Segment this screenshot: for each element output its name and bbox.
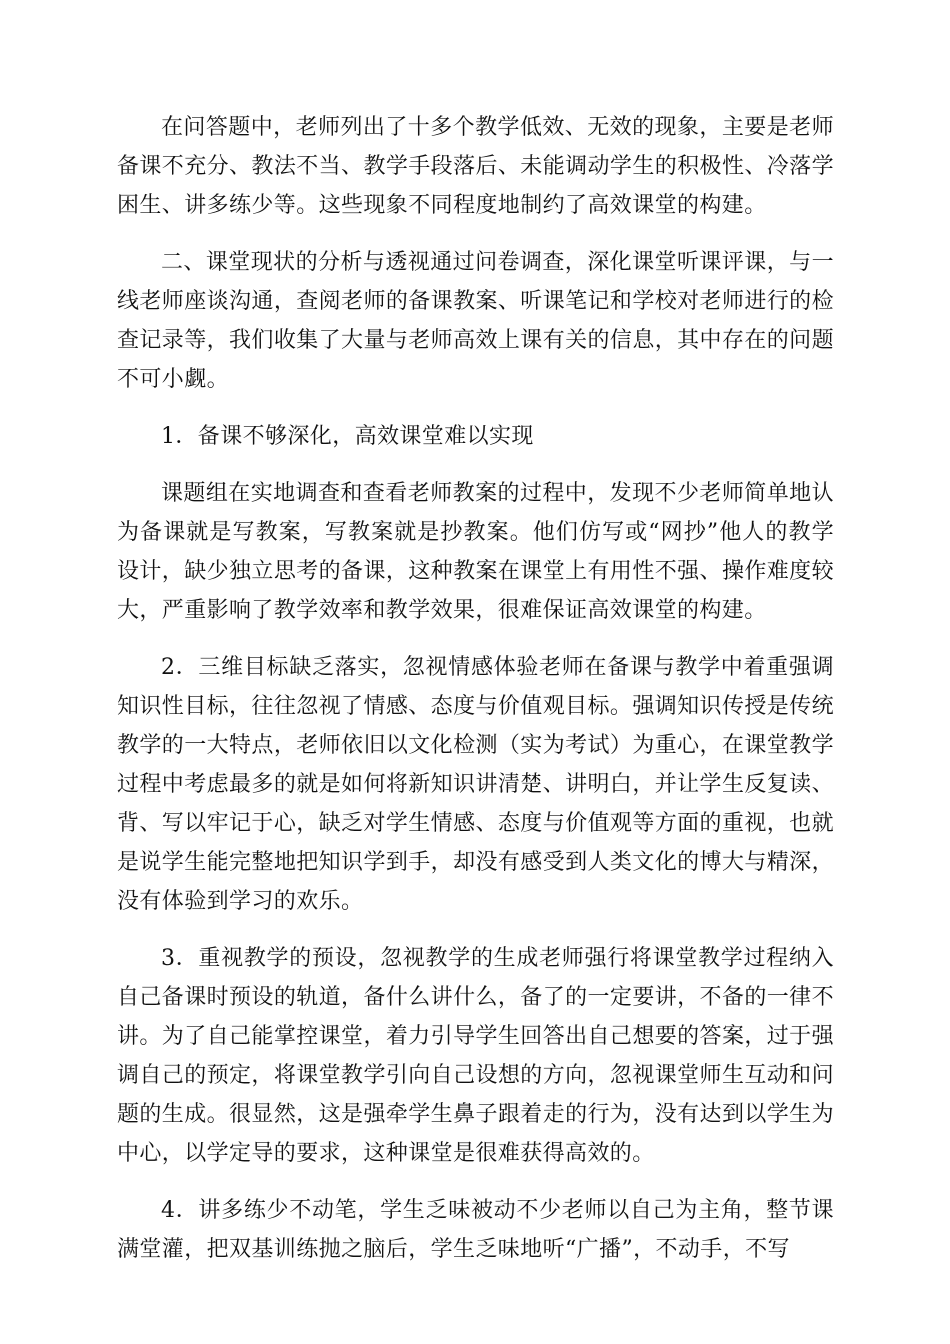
paragraph-section-two-analysis: 二、课堂现状的分析与透视通过问卷调查，深化课堂听课评课，与一线老师座谈沟通，查阅老师的备课教案、听课笔记和学校对老师进行的检查记录等，我们收集了大量与老师高效上课有关的信息，其中存在的问题不可小觑。	[117, 250, 834, 392]
paragraph-item-4: 4．讲多练少不动笔，学生乏味被动不少老师以自己为主角，整节课满堂灌，把双基训练抛之脑后，学生乏味地听“广播”，不动手，不写	[117, 1198, 834, 1262]
document-body	[117, 108, 834, 1287]
paragraph-item-1-body: 课题组在实地调查和查看老师教案的过程中，发现不少老师简单地认为备课就是写教案，写教案就是抄教案。他们仿写或“网抄”他人的教学设计，缺少独立思考的备课，这种教案在课堂上有用性不强、操作难度较大，严重影响了教学效率和教学效果，很难保证高效课堂的构建。	[117, 481, 834, 623]
paragraph-item-3: 3．重视教学的预设，忽视教学的生成老师强行将课堂教学过程纳入自己备课时预设的轨道，备什么讲什么，备了的一定要讲，不备的一律不讲。为了自己能掌控课堂，着力引导学生回答出自己想要的答案，过于强调自己的预定，将课堂教学引向自己设想的方向，忽视课堂师生互动和问题的生成。很显然，这是强牵学生鼻子跟着走的行为，没有达到以学生为中心，以学定导的要求，这种课堂是很难获得高效的。	[117, 946, 834, 1166]
paragraph-problem-summary: 在问答题中，老师列出了十多个教学低效、无效的现象，主要是老师备课不充分、教法不当、教学手段落后、未能调动学生的积极性、冷落学困生、讲多练少等。这些现象不同程度地制约了高效课堂的构建。	[117, 115, 834, 218]
paragraph-item-2: 2．三维目标缺乏落实，忽视情感体验老师在备课与教学中着重强调知识性目标，往往忽视了情感、态度与价值观目标。强调知识传授是传统教学的一大特点，老师依旧以文化检测（实为考试）为重心，在课堂教学过程中考虑最多的就是如何将新知识讲清楚、讲明白，并让学生反复读、背、写以牢记于心，缺乏对学生情感、态度与价值观等方面的重视，也就是说学生能完整地把知识学到手，却没有感受到人类文化的博大与精深，没有体验到学习的欢乐。	[117, 655, 834, 914]
paragraph-item-1-heading: 1．备课不够深化，高效课堂难以实现	[161, 424, 534, 449]
